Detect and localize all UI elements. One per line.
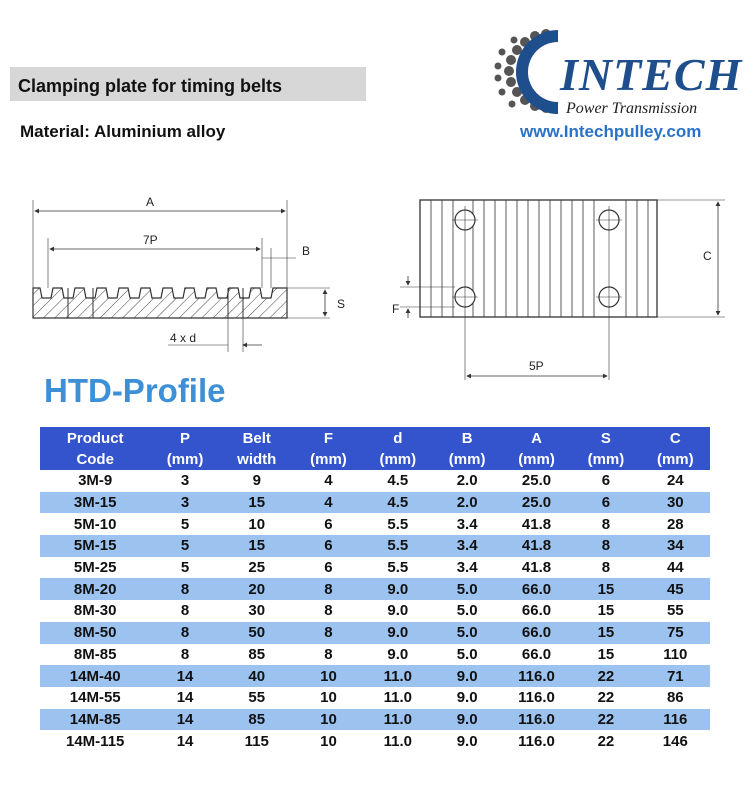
website-link[interactable]: www.Intechpulley.com [520, 122, 702, 141]
table-cell: 10 [294, 709, 363, 731]
table-cell: 66.0 [502, 600, 571, 622]
header-a: A (mm) [502, 427, 571, 470]
table-cell: 3.4 [432, 513, 501, 535]
table-cell: 9 [220, 470, 294, 492]
table-cell: 55 [220, 687, 294, 709]
table-cell: 4.5 [363, 492, 432, 514]
table-cell: 116.0 [502, 709, 571, 731]
table-cell: 5.5 [363, 535, 432, 557]
table-cell: 50 [220, 622, 294, 644]
table-cell: 45 [641, 578, 710, 600]
table-row [40, 557, 710, 579]
table-cell: 14M-85 [40, 709, 150, 731]
logo-tagline: Power Transmission [566, 100, 698, 117]
table-cell: 25.0 [502, 492, 571, 514]
table-cell: 4 [294, 470, 363, 492]
table-row [40, 513, 710, 535]
table-cell: 41.8 [502, 557, 571, 579]
table-cell: 22 [571, 665, 640, 687]
header-d: d (mm) [363, 427, 432, 470]
table-cell: 15 [571, 600, 640, 622]
table-cell: 66.0 [502, 578, 571, 600]
table-cell: 15 [571, 578, 640, 600]
table-cell: 14 [150, 687, 219, 709]
table-cell: 71 [641, 665, 710, 687]
table-cell: 8 [571, 557, 640, 579]
technical-drawing [0, 180, 750, 380]
table-cell: 22 [571, 687, 640, 709]
material-note: Material: Aluminium alloy [20, 122, 226, 141]
table-cell: 116 [641, 709, 710, 731]
table-cell: 11.0 [363, 730, 432, 752]
table-cell: 8M-20 [40, 578, 150, 600]
table-cell: 10 [294, 687, 363, 709]
table-cell: 115 [220, 730, 294, 752]
table-cell: 146 [641, 730, 710, 752]
table-cell: 5.0 [432, 600, 501, 622]
table-cell: 5.5 [363, 513, 432, 535]
table-cell: 8M-50 [40, 622, 150, 644]
table-cell: 86 [641, 687, 710, 709]
table-row [40, 470, 710, 492]
table-cell: 41.8 [502, 535, 571, 557]
table-cell: 8 [294, 600, 363, 622]
table-cell: 8 [294, 644, 363, 666]
dim-label-f: F [392, 302, 400, 316]
table-cell: 8 [150, 622, 219, 644]
table-cell: 5 [150, 535, 219, 557]
table-cell: 8 [294, 578, 363, 600]
table-cell: 14 [150, 730, 219, 752]
table-cell: 9.0 [432, 709, 501, 731]
table-cell: 4 [294, 492, 363, 514]
header-b: B (mm) [432, 427, 501, 470]
top-view [400, 200, 725, 380]
table-cell: 6 [571, 470, 640, 492]
table-cell: 14M-115 [40, 730, 150, 752]
table-cell: 3M-15 [40, 492, 150, 514]
logo-brand: INTECH [560, 49, 743, 100]
table-cell: 3.4 [432, 557, 501, 579]
table-cell: 66.0 [502, 622, 571, 644]
dim-label-4xd: 4 x d [170, 331, 197, 345]
table-cell: 41.8 [502, 513, 571, 535]
table-row [40, 600, 710, 622]
page-title: Clamping plate for timing belts [18, 76, 283, 96]
table-cell: 5.5 [363, 557, 432, 579]
table-cell: 5 [150, 557, 219, 579]
table-cell: 25 [220, 557, 294, 579]
table-cell: 10 [294, 730, 363, 752]
header-f: F (mm) [294, 427, 363, 470]
table-cell: 9.0 [363, 644, 432, 666]
table-cell: 4.5 [363, 470, 432, 492]
table-cell: 34 [641, 535, 710, 557]
table-cell: 9.0 [432, 665, 501, 687]
table-cell: 8 [294, 622, 363, 644]
table-cell: 8 [150, 644, 219, 666]
table-cell: 28 [641, 513, 710, 535]
table-cell: 116.0 [502, 730, 571, 752]
table-cell: 11.0 [363, 687, 432, 709]
table-cell: 9.0 [432, 730, 501, 752]
header-s: S (mm) [571, 427, 640, 470]
table-cell: 5.0 [432, 578, 501, 600]
table-cell: 8 [150, 600, 219, 622]
table-cell: 2.0 [432, 470, 501, 492]
header-p: P (mm) [150, 427, 219, 470]
table-row [40, 492, 710, 514]
table-cell: 10 [294, 665, 363, 687]
table-cell: 9.0 [363, 578, 432, 600]
table-cell: 15 [571, 622, 640, 644]
table-cell: 8 [571, 513, 640, 535]
table-cell: 11.0 [363, 665, 432, 687]
table-cell: 11.0 [363, 709, 432, 731]
table-cell: 5M-15 [40, 535, 150, 557]
table-cell: 6 [294, 557, 363, 579]
table-cell: 14M-55 [40, 687, 150, 709]
table-cell: 116.0 [502, 665, 571, 687]
table-cell: 30 [641, 492, 710, 514]
table-cell: 5 [150, 513, 219, 535]
table-cell: 15 [220, 535, 294, 557]
table-cell: 9.0 [363, 600, 432, 622]
section-title: HTD-Profile [44, 372, 226, 409]
table-cell: 6 [294, 535, 363, 557]
side-view [33, 200, 330, 352]
table-cell: 14 [150, 709, 219, 731]
spec-table [40, 427, 710, 752]
table-cell: 20 [220, 578, 294, 600]
table-cell: 14M-40 [40, 665, 150, 687]
dim-label-5p: 5P [529, 359, 544, 373]
table-row [40, 578, 710, 600]
table-cell: 44 [641, 557, 710, 579]
table-cell: 2.0 [432, 492, 501, 514]
table-cell: 5.0 [432, 622, 501, 644]
table-row [40, 622, 710, 644]
table-cell: 110 [641, 644, 710, 666]
header-product-code: Product Code [40, 427, 150, 470]
table-cell: 15 [220, 492, 294, 514]
table-cell: 6 [571, 492, 640, 514]
table-cell: 66.0 [502, 644, 571, 666]
table-cell: 8M-85 [40, 644, 150, 666]
table-row [40, 644, 710, 666]
table-cell: 85 [220, 709, 294, 731]
table-cell: 5M-10 [40, 513, 150, 535]
dim-label-a: A [146, 195, 155, 209]
table-cell: 40 [220, 665, 294, 687]
dim-label-c: C [703, 249, 712, 263]
table-cell: 22 [571, 709, 640, 731]
table-cell: 85 [220, 644, 294, 666]
header-belt-width: Belt width [220, 427, 294, 470]
table-row [40, 665, 710, 687]
table-cell: 15 [571, 644, 640, 666]
table-cell: 3.4 [432, 535, 501, 557]
table-row [40, 709, 710, 731]
table-row [40, 535, 710, 557]
table-cell: 3 [150, 492, 219, 514]
dim-label-b: B [302, 244, 311, 258]
table-cell: 8 [150, 578, 219, 600]
table-cell: 75 [641, 622, 710, 644]
table-cell: 22 [571, 730, 640, 752]
table-cell: 10 [220, 513, 294, 535]
table-row [40, 687, 710, 709]
table-cell: 9.0 [363, 622, 432, 644]
table-cell: 5M-25 [40, 557, 150, 579]
table-cell: 9.0 [432, 687, 501, 709]
dim-label-7p: 7P [143, 233, 158, 247]
table-cell: 6 [294, 513, 363, 535]
table-cell: 116.0 [502, 687, 571, 709]
table-cell: 5.0 [432, 644, 501, 666]
table-cell: 14 [150, 665, 219, 687]
dim-label-s: S [337, 297, 346, 311]
table-row [40, 730, 710, 752]
table-cell: 8 [571, 535, 640, 557]
table-cell: 8M-30 [40, 600, 150, 622]
table-cell: 30 [220, 600, 294, 622]
table-cell: 55 [641, 600, 710, 622]
spec-table-body [40, 470, 710, 752]
table-cell: 24 [641, 470, 710, 492]
header-c: C (mm) [641, 427, 710, 470]
table-cell: 3M-9 [40, 470, 150, 492]
table-header-row [40, 427, 710, 470]
table-cell: 25.0 [502, 470, 571, 492]
table-cell: 3 [150, 470, 219, 492]
